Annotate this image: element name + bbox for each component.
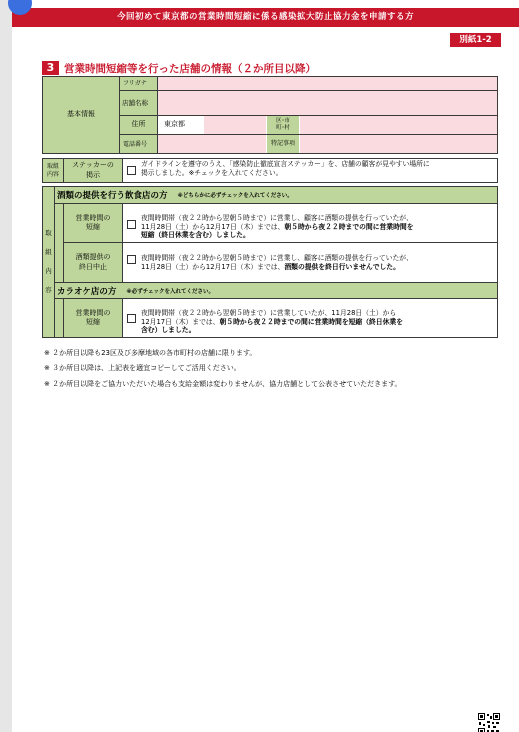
restaurant-stop-text-regular: 夜間時間帯（夜２２時から翌朝５時まで）に営業し、顧客に酒類の提供を行っていたが、 11月28日（土）から12月17日（木）までは、 xyxy=(141,253,413,271)
section-title: 営業時間短縮等を行った店舗の情報（２か所目以降） xyxy=(64,62,316,75)
restaurant-stop-text xyxy=(141,245,497,271)
furigana-input[interactable] xyxy=(158,77,497,90)
karaoke-shorten-label: 営業時間の 短縮 xyxy=(64,299,122,337)
address-city-input[interactable] xyxy=(204,116,266,134)
restaurant-stop-text-bold: 酒類の提供を終日行いませんでした。 xyxy=(284,262,400,271)
basic-info-label: 基本情報 xyxy=(43,77,119,153)
restaurant-title: 酒類の提供を行う飲食店の方 xyxy=(57,191,168,201)
karaoke-header xyxy=(55,283,497,298)
restaurant-shorten-text-regular: 夜間時間帯（夜２２時から翌朝５時まで）に営業し、顧客に酒類の提供を行っていたが、 11月28日（土）から12月17日（木）までは、 xyxy=(141,213,413,231)
header-banner: 今回初めて東京都の営業時間短縮に係る感染拡大防止協力金を申請する方 xyxy=(12,8,519,27)
sticker-text: ガイドラインを遵守のうえ、「感染防止徹底宣言ステッカー」を、店舗の顧客が見やすい場所に 掲示しました。※チェックを入れてください。 xyxy=(141,160,430,177)
sticker-checkbox[interactable] xyxy=(127,166,136,175)
section-number: 3 xyxy=(42,61,59,75)
measures-side-label: 取 組 内 容 xyxy=(43,187,54,337)
karaoke-shorten-text xyxy=(141,300,497,335)
karaoke-shorten-checkbox[interactable] xyxy=(127,314,136,323)
phone-input[interactable] xyxy=(158,135,266,153)
ward-city-label: 区･市 町･村 xyxy=(267,116,299,134)
measures-block xyxy=(42,186,498,338)
note-item: ※ ３か所目以降は、上記表を適宜コピーしてご活用ください。 xyxy=(44,364,241,373)
restaurant-stop-checkbox[interactable] xyxy=(127,255,136,264)
section-heading xyxy=(42,61,316,75)
karaoke-shorten-text-regular: 夜間時間帯（夜２２時から翌朝５時まで）に営業していたが、11月28日（土）から 12月17日（木）までは、 xyxy=(141,308,397,326)
annex-label: 別紙1-2 xyxy=(450,33,501,47)
karaoke-title: カラオケ店の方 xyxy=(57,286,117,297)
restaurant-shorten-text xyxy=(141,205,497,240)
restaurant-shorten-checkbox[interactable] xyxy=(127,220,136,229)
special-notes-label: 特記事項 xyxy=(267,135,299,153)
karaoke-note: ※必ずチェックを入れてください。 xyxy=(126,288,215,295)
restaurant-header xyxy=(55,187,497,203)
note-item: ※ ２か所目以降をご協力いただいた場合も支給金額は変わりませんが、協力店舗として公表させていただきます。 xyxy=(44,379,402,388)
qr-code-icon xyxy=(478,713,500,732)
restaurant-stop-label: 酒類提供の 終日中止 xyxy=(64,243,122,282)
basic-info-table xyxy=(42,76,498,154)
notes-list xyxy=(44,346,402,392)
restaurant-shorten-text-bold: 朝５時から夜２２時までの間に営業時間を 短縮（終日休業を含む）しました。 xyxy=(141,222,414,240)
sticker-label: ステッカーの 掲示 xyxy=(64,159,122,182)
store-name-label: 店舗名称 xyxy=(120,91,157,115)
furigana-label: フリガナ xyxy=(120,77,157,90)
sticker-row xyxy=(42,158,498,183)
address-detail-input[interactable] xyxy=(300,116,497,134)
store-name-input[interactable] xyxy=(158,91,497,115)
karaoke-shorten-text-bold: 朝５時から夜２２時までの間に営業時間を短縮（終日休業を 含む）しました。 xyxy=(141,317,403,335)
phone-label: 電話番号 xyxy=(120,135,157,153)
address-prefecture: 東京都 xyxy=(158,116,203,134)
restaurant-shorten-label: 営業時間の 短縮 xyxy=(64,204,122,242)
note-item: ※ ２か所目以降も23区及び多摩地域の各市町村の店舗に限ります。 xyxy=(44,349,257,357)
restaurant-note: ※どちらかに必ずチェックを入れてください。 xyxy=(177,193,293,199)
initiatives-label: 取組 内容 xyxy=(43,159,63,182)
address-label: 住所 xyxy=(120,116,157,134)
special-notes-input[interactable] xyxy=(300,135,497,153)
